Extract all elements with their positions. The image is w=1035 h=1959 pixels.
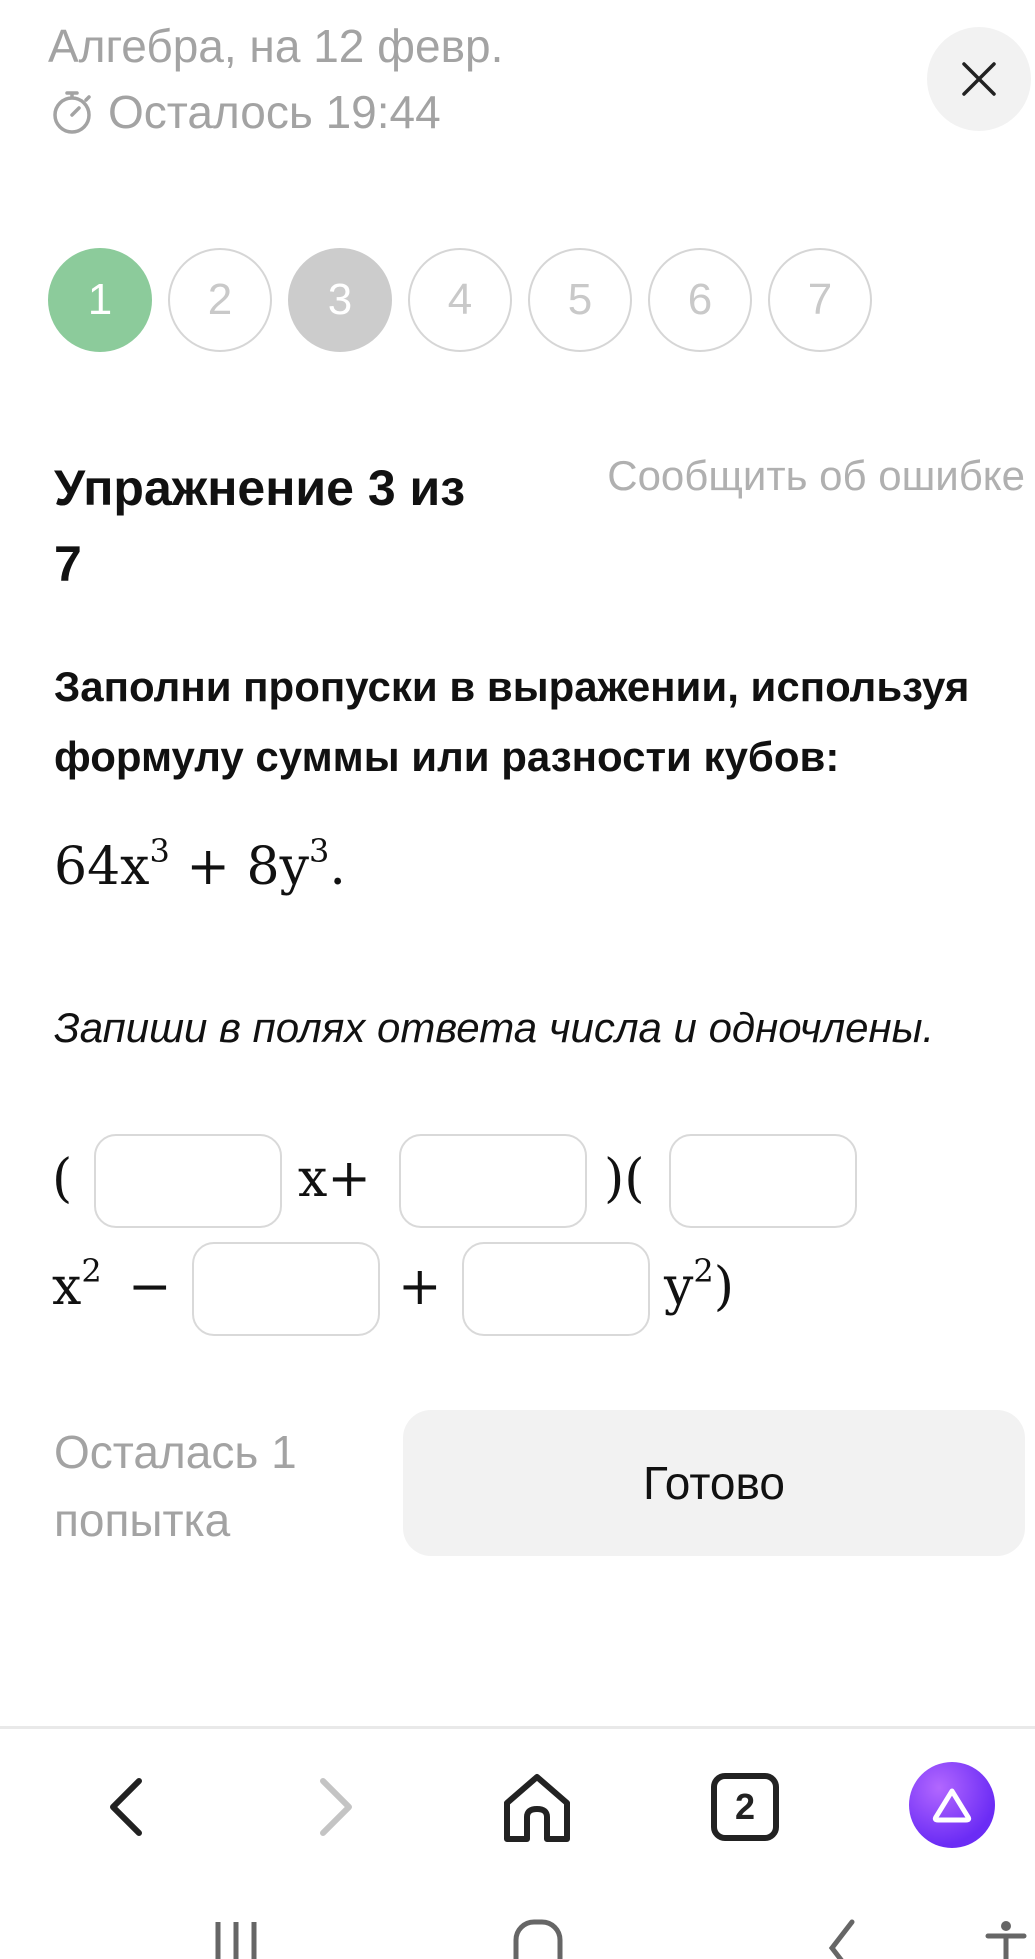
system-back-icon[interactable] [824,1918,860,1959]
close-button[interactable] [927,27,1031,131]
exercise-steps [48,248,872,352]
voice-assistant-button[interactable] [909,1762,995,1848]
expr-term-1: 64x [54,837,150,897]
forward-button[interactable] [296,1767,376,1847]
x-exponent: 2 [81,1252,102,1290]
exercise-title: Упражнение 3 из 7 [54,460,466,592]
answer-field-4[interactable] [192,1242,380,1336]
system-navigation-bar [0,1900,1035,1959]
hint-text: Запиши в полях ответа числа и одночлены. [54,1004,935,1051]
close-icon [959,59,999,99]
plus-sign: + [398,1257,442,1317]
tabs-icon: 2 [711,1773,779,1841]
timer-text: Осталось 19:44 [108,86,441,138]
timer [48,84,441,140]
task-text: Заполни пропуски в выражении, используя формулу суммы или разности кубов: [54,663,970,780]
y-squared [664,1252,734,1322]
forward-icon [311,1775,361,1839]
expression [54,832,346,902]
browser-toolbar [0,1726,1035,1876]
system-home-icon[interactable] [512,1918,564,1959]
open-paren: ( [52,1149,73,1209]
y-variable: y [664,1257,694,1317]
stopwatch-icon [48,88,96,136]
expr-term-2: + 8y [169,837,309,897]
x-plus-text: x+ [298,1149,371,1209]
back-button[interactable] [86,1767,166,1847]
done-button[interactable]: Готово [403,1410,1025,1556]
recent-apps-icon[interactable] [212,1918,262,1959]
expr-exp-1: 3 [149,832,170,870]
x-squared [52,1252,102,1322]
attempts-remaining: Осталась 1 попытка [54,1426,297,1546]
answer-field-3[interactable] [669,1134,857,1228]
step-4[interactable]: 4 [408,248,512,352]
y-exponent: 2 [693,1252,714,1290]
lesson-title: Алгебра, на 12 февр. [48,20,504,72]
answer-field-2[interactable] [399,1134,587,1228]
expr-period: . [329,837,346,897]
back-icon [101,1775,151,1839]
step-5[interactable]: 5 [528,248,632,352]
close-paren: ) [713,1257,735,1317]
step-6[interactable]: 6 [648,248,752,352]
home-button[interactable] [497,1767,577,1847]
minus-sign: − [128,1257,172,1317]
alice-icon [932,1787,972,1823]
middle-parens: )( [604,1149,645,1209]
report-error-link[interactable]: Сообщить об ошибке [607,452,1025,499]
expr-exp-2: 3 [308,832,330,870]
answer-field-1[interactable] [94,1134,282,1228]
x-variable: x [52,1257,82,1317]
step-1[interactable]: 1 [48,248,152,352]
step-2[interactable]: 2 [168,248,272,352]
step-7[interactable]: 7 [768,248,872,352]
accessibility-icon[interactable] [984,1918,1028,1959]
home-icon [499,1769,575,1845]
tabs-button[interactable] [705,1767,785,1847]
answer-field-5[interactable] [462,1242,650,1336]
step-3[interactable]: 3 [288,248,392,352]
